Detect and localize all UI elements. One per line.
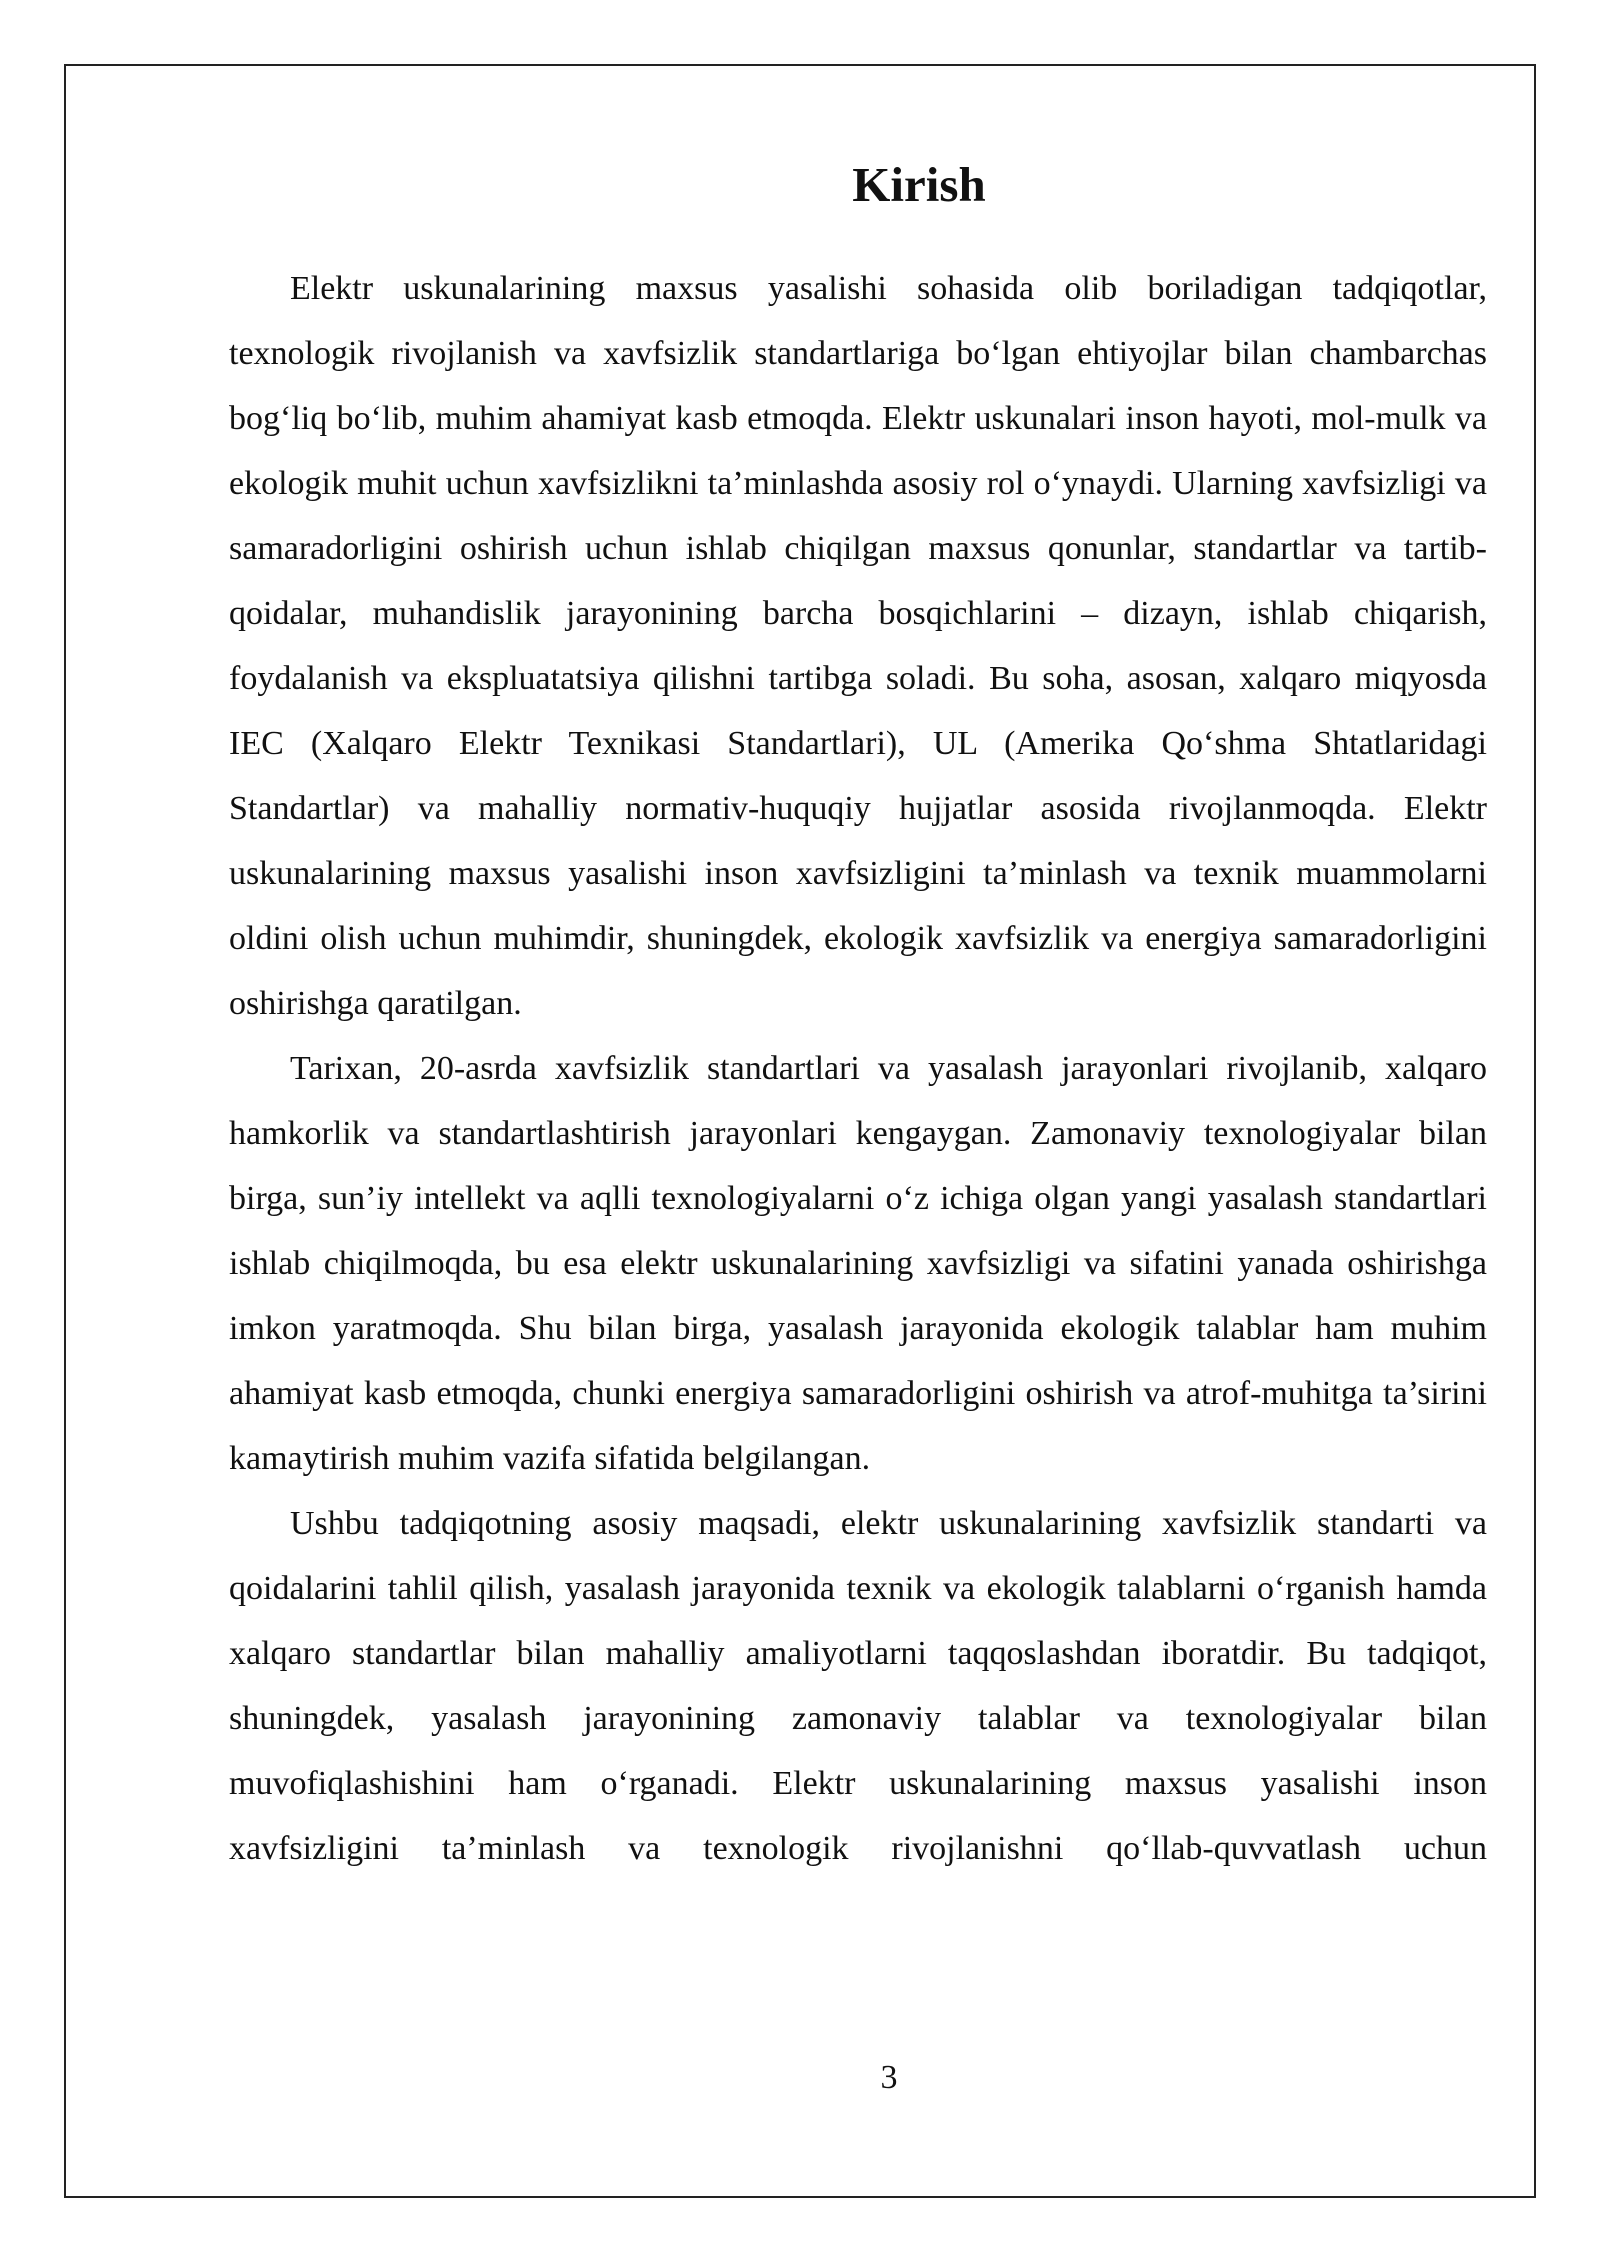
paragraph-3: Ushbu tadqiqotning asosiy maqsadi, elektr uskunalarining xavfsizlik standarti va qoidalarini tahlil qilish, yasalash jarayonida texnik va ekologik talablarni o‘rganish hamda xalqaro standartlar bilan mahalliy amaliyotlarni taqqoslashdan iboratdir. Bu tadqiqot, shuningdek, yasalash jarayonining zamonaviy talablar va texnologiyalar bilan muvofiqlashishini ham o‘rganadi. Elektr uskunalarining maxsus yasalishi inson xavfsizligini ta’minlash va texnologik rivojlanishni qo‘llab-quvvatlash uchun [229, 1505, 1487, 1867]
page-number: 3 [880, 2059, 898, 2096]
document-body [229, 148, 1487, 1881]
paragraph-2: Tarixan, 20-asrda xavfsizlik standartlari va yasalash jarayonlari rivojlanib, xalqaro hamkorlik va standartlashtirish jarayonlari kengaygan. Zamonaviy texnologiyalar bilan birga, sun’iy intellekt va aqlli texnologiyalarni o‘z ichiga olgan yangi yasalash standartlari ishlab chiqilmoqda, bu esa elektr uskunalarining xavfsizligi va sifatini yanada oshirishga imkon yaratmoqda. Shu bilan birga, yasalash jarayonida ekologik talablar ham muhim ahamiyat kasb etmoqda, chunki energiya samaradorligini oshirish va atrof-muhitga ta’sirini kamaytirish muhim vazifa sifatida belgilangan. [229, 1050, 1487, 1477]
paragraph-1: Elektr uskunalarining maxsus yasalishi sohasida olib boriladigan tadqiqotlar, texnologik rivojlanish va xavfsizlik standartlariga bo‘lgan ehtiyojlar bilan chambarchas bog‘liq bo‘lib, muhim ahamiyat kasb etmoqda. Elektr uskunalari inson hayoti, mol-mulk va ekologik muhit uchun xavfsizlikni ta’minlashda asosiy rol o‘ynaydi. Ularning xavfsizligi va samaradorligini oshirish uchun ishlab chiqilgan maxsus qonunlar, standartlar va tartib-qoidalar, muhandislik jarayonining barcha bosqichlarini – dizayn, ishlab chiqarish, foydalanish va ekspluatatsiya qilishni tartibga soladi. Bu soha, asosan, xalqaro miqyosda IEC (Xalqaro Elektr Texnikasi Standartlari), UL (Amerika Qo‘shma Shtatlaridagi Standartlar) va mahalliy normativ-huquqiy hujjatlar asosida rivojlanmoqda. Elektr uskunalarining maxsus yasalishi inson xavfsizligini ta’minlash va texnik muammolarni oldini olish uchun muhimdir, shuningdek, ekologik xavfsizlik va energiya samaradorligini oshirishga qaratilgan. [229, 270, 1487, 1022]
page-title: Kirish [852, 157, 986, 212]
